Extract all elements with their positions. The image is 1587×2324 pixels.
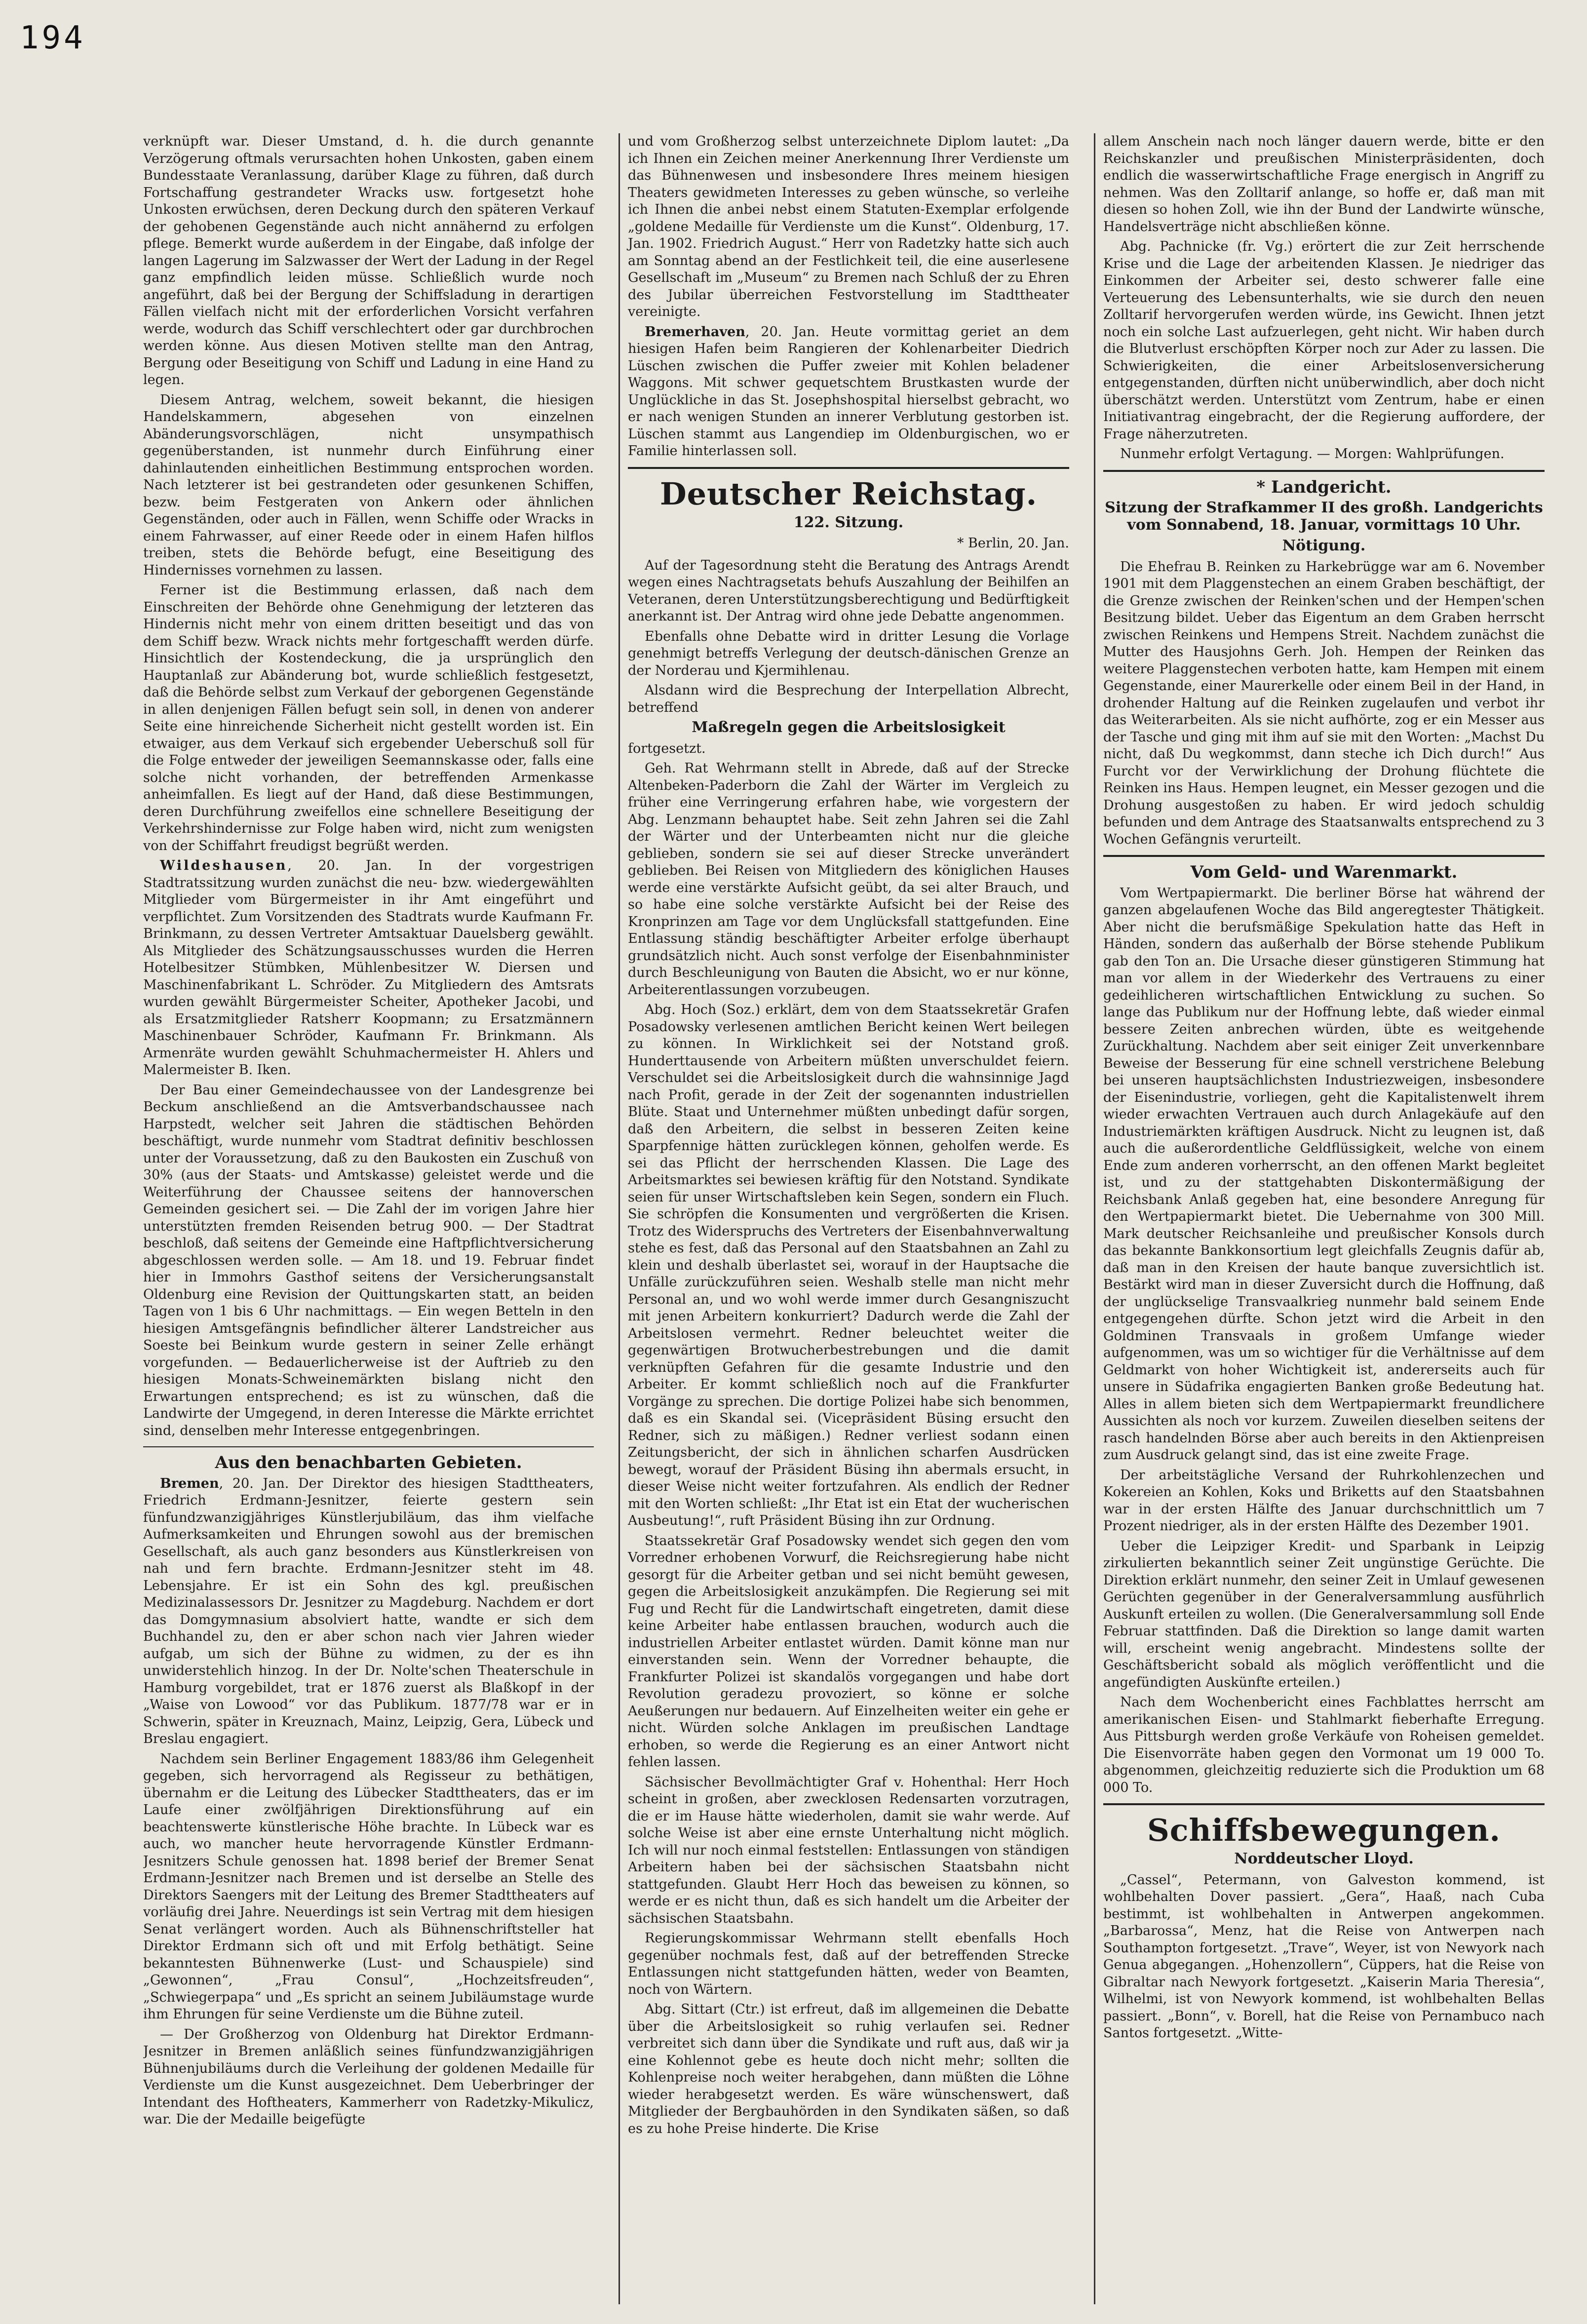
article-text: — Der Großherzog von Oldenburg hat Direktor Erdmann-Jesnitzer in Bremen anläßlich seines fünfundzwanzigjährigen Bühnenjubiläums durch die Verleihung der goldenen Medaille für Verdienste um die Kunst ausgezeichnet. Dem Ueberbringer der Intendant des Hoftheaters, Kammerherr von Radetzky-Mikulicz, war. Die der Medaille beigefügte — [143, 2026, 594, 2127]
column-2 — [619, 133, 1077, 2304]
reichstag-heading: Deutscher Reichstag. — [659, 475, 1038, 512]
article-text — [143, 1475, 594, 1748]
article-text: Ueber die Leipziger Kredit- und Sparbank in Leipzig zirkulierten bekanntlich seiner Zeit ungünstige Gerüchte. Die Direktion erklärt nunmehr, den seiner Zeit in Umlauf gewesenen Gerüchten gegenüber in der Generalversammlung ausführlich Auskunft erteilen zu wollen. (Die Generalversammlung soll Ende Februar stattfinden. Daß die Direktion so lange damit warten will, erscheint wenig angebracht. Mindestens sollte der Geschäftsbericht sobald als möglich veröffentlicht und die angefündigten Auskünfte erteilen.) — [1103, 1538, 1545, 1690]
sitting-number: 122. Sitzung. — [793, 513, 904, 531]
article-text: Vom Wertpapiermarkt. Die berliner Börse hat während der ganzen abgelaufenen Woche das Bild angeregtester Thätigkeit. Aber nicht die berufsmäßige Spekulation hatte das Heft in Händen, sondern das außerhalb der Börse stehende Publikum gab den Ton an. Die Ursache dieser günstigeren Stimmung hat man vor allem in der Wiederkehr des Vertrauens zu einer gedeihlicheren wirtschaftlichen Entwicklung zu suchen. So lange das Publikum nur der Hoffnung lebte, daß wieder einmal bessere Zeiten anbrechen würden, übte es weitgehende Zurückhaltung. Nachdem aber seit einiger Zeit unverkennbare Beweise der Besserung für eine schnell verstrichene Belebung bei unseren hauptsächlichsten Industriezweigen, insbesondere der Eisenindustrie, vorliegen, geht die Kapitalistenwelt ihrem wieder erwachten Vertrauen auch durch Anlagekäufe auf den Industriemärkten kräftigen Ausdruck. Nicht zu leugnen ist, daß auch die außerordentliche Geldflüssigkeit, welche von einem Ende zum anderen vorherrscht, an den offenen Markt begleitet ist, und zu der stattgehabten Diskontermäßigung der Reichsbank Anlaß gegeben hat, eine besondere Anregung für den Wertpapiermarkt bietet. Die Uebernahme von 300 Mill. Mark deutscher Reichsanleihe und preußischer Konsols durch das bekannte Bankkonsortium legt gleichfalls Zeugnis dafür ab, daß man in den Kreisen der haute banque zuversichtlich ist. Bestärkt wird man in dieser Zuversicht durch die Hoffnung, daß der unglückselige Transvaalkrieg nunmehr bald seinem Ende entgegengehen dürfte. Schon jetzt wird die Arbeit in den Goldminen Transvaals in großem Umfange wieder aufgenommen, was um so wichtiger für die Verhältnisse auf dem Geldmarkt von hoher Wichtigkeit ist, andererseits auch für unsere in Südafrika engagierten Banken große Bedeutung hat. Alles in allem bieten sich dem Wertpapiermarkt freundlichere Aussichten als noch vor kurzem. Zuweilen dieselben seitens der rasch handelnden Börse aber auch bereits in den Aktienpreisen zum Ausdruck gelangt sind, das ist eine zweite Frage. — [1103, 885, 1545, 1463]
article-text: Nunmehr erfolgt Vertagung. — Morgen: Wahlprüfungen. — [1120, 446, 1505, 462]
article-text: Ferner ist die Bestimmung erlassen, daß nach dem Einschreiten der Behörde ohne Genehmigung der letzteren das Hindernis nicht mehr von einem dritten beseitigt und das von dem Schiff bezw. Wrack nichts mehr fortgeschafft werden dürfe. Hinsichtlich der Kostendeckung, die ja ursprünglich den Hauptanlaß zur Abänderung bot, wurde schließlich festgesetzt, daß die Behörde selbst zum Verkauf der geborgenen Gegenstände in allen denjenigen Fällen befugt sein soll, in denen von anderer Seite eine hinreichende Sicherheit nicht gestellt worden ist. Ein etwaiger, aus dem Verkauf sich ergebender Ueberschuß soll für die Folge entweder der jeweiligen Seemannskasse oder, falls eine solche nicht vorhanden, der betreffenden Armenkasse anheimfallen. Es liegt auf der Hand, daß diese Bestimmungen, deren Durchführung zweifellos eine schnellere Beseitigung der Verkehrshindernisse zur Folge haben wird, nicht zum wenigsten von der Schiffahrt freudigst begrüßt werden. — [143, 582, 594, 853]
article-text: und vom Großherzog selbst unterzeichnete Diplom lautet: „Da ich Ihnen ein Zeichen meiner Anerkennung Ihrer Verdienste um das Bühnenwesen und insbesondere Ihres meinem hiesigen Theaters gewidmeten Interesses zu geben wünsche, so verleihe ich Ihnen die anbei nebst einem Statuten-Exemplar erfolgende „goldene Medaille für Verdienste um die Kunst“. Oldenburg, 17. Jan. 1902. Friedrich August.“ Herr von Radetzky hatte sich auch am Sonntag abend an der Festlichkeit teil, die eine auserlesene Gesellschaft im „Museum“ zu Bremen nach Schluß der zu Ehren des Jubilar überreichen Festvorstellung im Stadttheater vereinigte. — [628, 134, 1069, 319]
article-text: Abg. Hoch (Soz.) erklärt, dem von dem Staatssekretär Grafen Posadowsky verlesenen amtlichen Bericht keinen Wert beilegen zu können. In Wirklichkeit sei der Notstand groß. Hunderttausende von Arbeitern müßten unverschuldet feiern. Verschuldet sei die Arbeitslosigkeit durch die wahnsinnige Jagd nach Profit, gerade in der Zeit der sogenannten industriellen Blüte. Staat und Unternehmer müßten unbedingt dafür sorgen, daß den Arbeitern, die selbst in besseren Zeiten keine Sparpfennige hätten zurücklegen können, geholfen werde. Es sei das Pflicht der herrschenden Klassen. Die Lage des Arbeitsmarktes sei bewiesen kräftig für den Notstand. Syndikate seien für unser Wirtschaftsleben kein Segen, sondern ein Fluch. Sie schröpfen die Konsumenten und vergrößerten die Krisen. Trotz des Widerspruchs des Vertreters der Eisenbahnverwaltung stehe es fest, daß das Personal auf den Staatsbahnen an Zahl zu klein und deshalb überlastet sei, worauf in der Hauptsache die Unfälle zurückzuführen seien. Weshalb stelle man nicht mehr Personal an, und wo wohl werde immer durch Gesangniszucht mit jenen Arbeitern konkurriert? Dadurch werde die Zahl der Arbeitslosen vermehrt. Redner beleuchtet weiter die gegenwärtigen Brotwucherbestrebungen und die damit verknüpften Gefahren für die gesamte Industrie und den Arbeiter. Er kommt schließlich noch auf die Frankfurter Vorgänge zu sprechen. Die dortige Polizei habe sich benommen, daß es ein Skandal sei. (Vicepräsident Büsing ersucht den Redner, sich zu mäßigen.) Redner verliest sodann einen Zeitungsbericht, der sich in ähnlichen scharfen Ausdrücken bewegt, worauf der Präsident Büsing ihn abermals ersucht, in dieser Weise nicht weiter fortzufahren. Als endlich der Redner mit den Worten schließt: „Ihr Etat ist ein Etat der wucherischen Ausbeutung!“, ruft Präsident Büsing ihn zur Ordnung. — [628, 1002, 1069, 1528]
article-text: allem Anschein nach noch länger dauern werde, bitte er den Reichskanzler und preußischen Ministerpräsidenten, doch endlich die wasserwirtschaftliche Frage energisch in Angriff zu nehmen. Was den Zolltarif anlange, so hoffe er, daß man mit diesen so hohen Zoll, wie ihn der Bund der Landwirte wünsche, Handelsverträge nicht abschließen könne. — [1103, 134, 1545, 234]
article-text: Abg. Pachnicke (fr. Vg.) erörtert die zur Zeit herrschende Krise und die Lage der arbeitenden Klassen. Je niedriger das Einkommen der Arbeiter sei, desto schwerer falle eine Verteuerung des Lebensunterhalts, wie sie durch den neuen Zolltarif hervorgerufen werden würde, ins Gewicht. Ihnen jetzt noch ein solche Last aufzuerlegen, geht nicht. Wir haben durch die Blutverlust erschöpften Körper noch zur Ader zu lassen. Die Schwierigkeiten, die einer Arbeitslosenversicherung entgegenstanden, dürften nicht unüberwindlich, aber doch nicht überschätzt werden. Unterstützt vom Zentrum, habe er einen Initiativantrag eingebracht, der die Regierung auffordere, der Frage näherzutreten. — [1103, 239, 1545, 442]
article-text: Diesem Antrag, welchem, soweit bekannt, die hiesigen Handelskammern, abgesehen von einzelnen Abänderungsvorschlägen, nicht unsympathisch gegenüberstanden, ist nunmehr durch Einführung einer dahinlautenden einheitlichen Bestimmung entsprochen worden. Nach letzterer ist bei gestrandeten oder gesunkenen Schiffen, bezw. beim Festgeraten von Ankern oder ähnlichen Gegenständen, oder auch in Fällen, wenn Schiffe oder Wracks in einem Fahrwasser, auf einer Reede oder in einem Hafen hilflos treiben, stets die Behörde befugt, eine Beseitigung des Hindernisses vornehmen zu lassen. — [143, 392, 594, 578]
section-heading: Aus den benachbarten Gebieten. — [215, 1453, 522, 1472]
article-text: „Cassel“, Petermann, von Galveston kommend, ist wohlbehalten Dover passiert. „Gera“, Haaß, nach Cuba bestimmt, ist wohlbehalten in Antwerpen angekommen. „Barbarossa“, Menz, hat die Reise von Antwerpen nach Southampton fortgesetzt. „Trave“, Weyer, ist von Newyork nach Genua abgegangen. „Hohenzollern“, Cüppers, hat die Reise von Gibraltar nach Newyork fortgesetzt. „Kaiserin Maria Theresia“, Wilhelmi, ist von Newyork kommend, ist wohlbehalten Bellas passiert. „Bonn“, v. Borell, hat die Reise von Pernambuco nach Santos fortgesetzt. „Witte- — [1103, 1872, 1545, 2041]
article-text: Sächsischer Bevollmächtigter Graf v. Hohenthal: Herr Hoch scheint in großen, aber zwecklosen Redensarten vorzutragen, die er im Hause hätte wiederholen, damit sie wahr werde. Auf solche Weise ist aber eine ernste Unterhaltung nicht möglich. Ich will nur noch einmal feststellen: Entlassungen von ständigen Arbeitern haben bei der sächsischen Staatsbahn nicht stattgefunden. Glaubt Herr Hoch das beweisen zu können, so werde er es nicht thun, daß es sich handelt um die Arbeiter der sächsischen Staatsbahn. — [628, 1774, 1069, 1926]
divider — [628, 467, 1069, 469]
article-text: Der arbeitstägliche Versand der Ruhrkohlenzechen und Kokereien an Kohlen, Koks und Briketts auf den Staatsbahnen war in der ersten Hälfte des Januar durchschnittlich um 7 Prozent niedriger, als in der ersten Hälfte des Dezember 1901. — [1103, 1467, 1545, 1534]
article-text-body: , 20. Jan. In der vorgestrigen Stadtratssitzung wurden zunächst die neu- bzw. wiedergewählten Mitglieder vom Bürgermeister in ihr Amt eingeführt und verpflichtet. Zum Vorsitzenden des Stadtrats wurde Kaufmann Fr. Brinkmann, zu dessen Vertreter Amtsaktuar Dauelsberg gewählt. Als Mitglieder des Schätzungsausschusses wurden die Herren Hotelbesitzer Stümbken, Mühlenbesitzer W. Diersen und Maschinenfabrikant L. Schröder. Zu Mitgliedern des Amtsrats wurden gewählt Bürgermeister Scheiter, Apotheker Jacobi, und als Ersatzmitglieder Ratsherr Koopmann; zu Ersatzmännern Maschinenbauer Schröder, Kaufmann Fr. Brinkmann. Als Armenräte wurden gewählt Schuhmachermeister H. Ahlers und Malermeister B. Iken. — [143, 858, 594, 1078]
article-text: Der Bau einer Gemeindechaussee von der Landesgrenze bei Beckum anschließend an die Amtsverbandschaussee nach Harpstedt, welcher seit Jahren die städtischen Behörden beschäftigt, wurde nunmehr vom Stadtrat definitiv beschlossen unter der Voraussetzung, daß zu den Baukosten ein Zuschuß von 30% (aus der Staats- und Amtskasse) geleistet werde und die Weiterführung der Chaussee seitens der hannoverschen Gemeinden gesichert sei. — Die Zahl der im vorigen Jahre hier unterstützten fremden Reisenden betrug 900. — Der Stadtrat beschloß, daß seitens der Gemeinde eine Haftpflichtversicherung abgeschlossen werden solle. — Am 18. und 19. Februar findet hier in Immohrs Gasthof seitens der Versicherungsanstalt Oldenburg eine Revision der Quittungskarten statt, an beiden Tagen von 1 bis 6 Uhr nachmittags. — Ein wegen Betteln in den hiesigen Amtsgefängnis befindlicher älterer Landstreicher aus Soeste bei Beinkum wurde gestern in seiner Zelle erhängt vorgefunden. — Bedauerlicherweise ist der Auftrieb zu den hiesigen Monats-Schweinemärkten bislang nicht den Erwartungen entsprechend; es ist zu wünschen, daß die Landwirte der Umgegend, in deren Interesse die Märkte errichtet sind, denselben mehr Interesse entgegenbringen. — [143, 1082, 594, 1438]
article-text: Alsdann wird die Besprechung der Interpellation Albrecht, betreffend — [628, 683, 1069, 715]
article-text — [143, 857, 594, 1079]
article-text: Nachdem sein Berliner Engagement 1883/86 ihm Gelegenheit gegeben, sich hervorragend als Regisseur zu bethätigen, übernahm er die Leitung des Lübecker Stadttheaters, das er im Laufe einer zwölfjährigen Direktionsführung auf ein beachtenswerte künstlerische Höhe brachte. In Lübeck war es auch, wo mancher heute hervorragende Künstler Erdmann-Jesnitzers Schule genossen hat. 1898 berief der Bremer Senat Erdmann-Jesnitzer nach Bremen und ist derselbe an Stelle des Direktors Saengers mit der Leitung des Bremer Stadttheaters auf vorläufig drei Jahre. Neuerdings ist sein Vertrag mit dem hiesigen Senat verlängert worden. Auch als Bühnenschriftsteller hat Direktor Erdmann sich oft und mit Erfolg bethätigt. Seine bekanntesten Bühnenwerke (Lust- und Schauspiele) sind „Gewonnen“, „Frau Consul“, „Hochzeitsfreuden“, „Schwiegerpapa“ und „Es spricht an seinem Jubiläumstage wurde ihm Ehrungen für seine Verdienste um die Bühne zuteil. — [143, 1751, 594, 2022]
court-session-heading: Sitzung der Strafkammer II des großh. Landgerichts vom Sonnabend, 18. Januar, vormittags 10 Uhr. — [1105, 499, 1543, 534]
article-text: Abg. Sittart (Ctr.) ist erfreut, daß im allgemeinen die Debatte über die Arbeitslosigkeit so ruhig verlaufen sei. Redner verbreitet sich dann über die Syndikate und ruft aus, daß wir ja eine Kohlennot gebe es heute doch nicht mehr; sollten die Kohlenpreise noch weiter herabgehen, dann müßten die Löhne wieder herabgesetzt werden. Es wäre wünschenswert, daß Mitglieder der Bergbauhörden in den Syndikaten säßen, so daß es zu hohe Preise hinderte. Die Krise — [628, 2002, 1069, 2136]
columns — [143, 133, 1552, 2304]
column-1 — [143, 133, 602, 2304]
landgericht-heading: * Landgericht. — [1256, 477, 1392, 497]
dateline: * Berlin, 20. Jan. — [957, 536, 1069, 551]
article-text-body: , 20. Jan. Der Direktor des hiesigen Stadttheaters, Friedrich Erdmann-Jesnitzer, feierte gestern sein fünfundzwanzigjähriges Künstlerjubiläum, das ihm vielfache Aufmerksamkeiten und Ehrungen sowohl aus der bremischen Gesellschaft, als auch ganz besonders aus Künstlerkreisen von nah und fern brachte. Erdmann-Jesnitzer steht im 48. Lebensjahre. Er ist ein Sohn des kgl. preußischen Medizinalassessors Dr. Jesnitzer zu Magdeburg. Nachdem er dort das Domgymnasium absolviert hatte, wandte er sich dem Buchhandel zu, den er aber schon nach vier Jahren wieder aufgab, um sich der Bühne zu widmen, zu der es ihn unwiderstehlich hinzog. In der Dr. Nolte'schen Theaterschule in Hamburg vorgebildet, trat er 1876 zuerst als Blaßkopf in der „Waise von Lowood“ vor das Publikum. 1877/78 war er in Schwerin, später in Kreuznach, Mainz, Leipzig, Gera, Lübeck und Breslau engagiert. — [143, 1475, 594, 1746]
divider — [1103, 855, 1545, 857]
case-heading: Nötigung. — [1282, 537, 1366, 554]
column-3 — [1094, 133, 1552, 2304]
article-text: Die Ehefrau B. Reinken zu Harkebrügge war am 6. November 1901 mit dem Plaggenstechen an einem Graben beschäftigt, der die Grenze zwischen der Reinken'schen und der Hempen'schen Besitzung bildet. Ueber das Eigentum an dem Graben herrscht zwischen Reinkens und Hempens Streit. Nachdem zunächst die Mutter des Hausjohns Gerh. Joh. Hempen der Reinken das weitere Plaggenstechen verboten hatte, kam Hempen mit einem Gegenstande, einer Maurerkelle oder einem Beil in der Hand, in drohender Haltung auf die Reinken zugelaufen und verbot ihr das Weiterarbeiten. Als sie nicht aufhörte, zog er ein Messer aus der Tasche und ging mit ihm auf sie mit den Worten: „Machst Du nicht, daß Du wegkommst, dann steche ich Dich durch!“ Aus Furcht vor der Verwirklichung der Drohung flüchtete die Reinken ins Haus. Hempen leugnet, ein Messer gezogen und die Drohung ausgestoßen zu haben. Er wird jedoch schuldig befunden und dem Antrage des Staatsanwalts entsprechend zu 3 Wochen Gefängnis verurteilt. — [1103, 559, 1545, 847]
article-text: Auf der Tagesordnung steht die Beratung des Antrags Arendt wegen eines Nachtragsetats behufs Auszahlung der Beihilfen an Veteranen, deren Unterstützungsberechtigung und Bedürftigkeit anerkannt ist. Der Antrag wird ohne jede Debatte angenommen. — [628, 557, 1069, 624]
market-heading: Vom Geld- und Warenmarkt. — [1190, 862, 1458, 882]
dateline-place: Wildeshausen — [160, 858, 288, 873]
article-text: Ebenfalls ohne Debatte wird in dritter Lesung die Vorlage genehmigt betreffs Verlegung der deutsch-dänischen Grenze an der Norderau und Kjermihlenau. — [628, 628, 1069, 678]
divider — [1103, 1803, 1545, 1805]
article-text: fortgesetzt. — [628, 740, 706, 756]
article-text: verknüpft war. Dieser Umstand, d. h. die durch genannte Verzögerung oftmals verursachten hohen Unkosten, gaben einem Bundesstaate Veranlassung, darüber Klage zu führen, daß durch Fortschaffung gestrandeter Wracks usw. fortgesetzt hohe Unkosten erwüchsen, deren Deckung durch den späteren Verkauf der gehobenen Gegenstände auch nicht annähernd zu erfolgen pflege. Bemerkt wurde außerdem in der Eingabe, daß infolge der langen Lagerung im Salzwasser der Wert der Ladung in der Regel ganz empfindlich leiden müsse. Schließlich wurde noch angeführt, daß bei der Bergung der Schiffsladung in derartigen Fällen vielfach nicht mit der erforderlichen Vorsicht verfahren werde, wodurch das Schiff verschlechtert oder gar durchbrochen werden könne. Aus diesen Motiven stellte man den Antrag, Bergung oder Beseitigung von Schiff und Ladung in eine Hand zu legen. — [143, 134, 594, 387]
divider — [1103, 470, 1545, 472]
page-number: 194 — [20, 20, 86, 56]
article-text-body: , 20. Jan. Heute vormittag geriet an dem hiesigen Hafen beim Rangieren der Kohlenarbeiter Diedrich Lüschen zwischen die Puffer zweier mit Kohlen beladener Waggons. Mit schwer gequetschtem Brustkasten wurde der Unglückliche in das St. Josephshospital hierselbst gebracht, wo er nach wenigen Stunden an innerer Verblutung gestorben ist. Lüschen stammt aus Langendiep im Oldenburgischen, wo er Familie hinterlassen soll. — [628, 324, 1069, 459]
ship-movements-heading: Schiffsbewegungen. — [1147, 1812, 1501, 1848]
topic-heading: Maßregeln gegen die Arbeitslosigkeit — [692, 719, 1006, 736]
article-text: Regierungskommissar Wehrmann stellt ebenfalls Hoch gegenüber nochmals fest, daß auf der betreffenden Strecke Entlassungen nicht stattgefunden hätten, weder von Beamten, noch von Wärtern. — [628, 1931, 1069, 1997]
article-text — [628, 324, 1069, 460]
article-text: Nach dem Wochenbericht eines Fachblattes herrscht am amerikanischen Eisen- und Stahlmarkt fieberhafte Erregung. Aus Pittsburgh werden große Verkäufe von Roheisen gemeldet. Die Eisenvorräte haben gegen den Vormonat um 19 000 To. abgenommen, gleichzeitig reduzierte sich die Produktion um 68 000 To. — [1103, 1695, 1545, 1795]
dateline-place: Bremerhaven — [645, 324, 745, 340]
lloyd-heading: Norddeutscher Lloyd. — [1234, 1850, 1414, 1867]
dateline-place: Bremen — [160, 1475, 219, 1491]
article-text: Staatssekretär Graf Posadowsky wendet sich gegen den vom Vorredner erhobenen Vorwurf, die Reichsregierung habe nicht gesorgt für die Arbeiter getban und sei nicht bemüht gewesen, gegen die Arbeitslosigkeit anzukämpfen. Die Regierung sei mit Fug und Recht für die Landwirtschaft eingetreten, damit diese keine Arbeiter habe entlassen brauchen, wodurch auch die industriellen Arbeiter entlastet würden. Damit könne man nur einverstanden sein. Wenn der Vorredner behaupte, die Frankfurter Polizei ist skandalös vorgegangen und habe dort Revolution geradezu provoziert, so könne er solche Aeußerungen nur bedauern. Auf Einzelheiten weiter ein gehe er nicht. Würden solche Anklagen im preußischen Landtage erhoben, so werde die Regierung es an einer Antwort nicht fehlen lassen. — [628, 1533, 1069, 1770]
article-text: Geh. Rat Wehrmann stellt in Abrede, daß auf der Strecke Altenbeken-Paderborn die Zahl der Wärter im Vergleich zu früher eine Verringerung erfahren habe, wie vorgestern der Abg. Lenzmann behauptet habe. Seit zehn Jahren sei die Zahl der Wärter und der Unterbeamten nicht nur die gleiche geblieben, sondern sie sei auf dieser Strecke unverändert geblieben. Bei Reisen von Mitgliedern des königlichen Hauses werde eine verstärkte Aufsicht geübt, da sei alter Brauch, und so habe eine solche verstärkte Aufsicht bei der Reise des Kronprinzen am Tage vor dem Unglücksfall stattgefunden. Eine Entlassung ständig beschäftigter Arbeiter erfolge überhaupt grundsätzlich nicht. Auch sonst verfolge der Eisenbahnminister durch Beschleunigung von Bauten die Absicht, wo er nur könne, Arbeiterentlassungen vorzubeugen. — [628, 761, 1069, 998]
divider — [143, 1446, 594, 1447]
